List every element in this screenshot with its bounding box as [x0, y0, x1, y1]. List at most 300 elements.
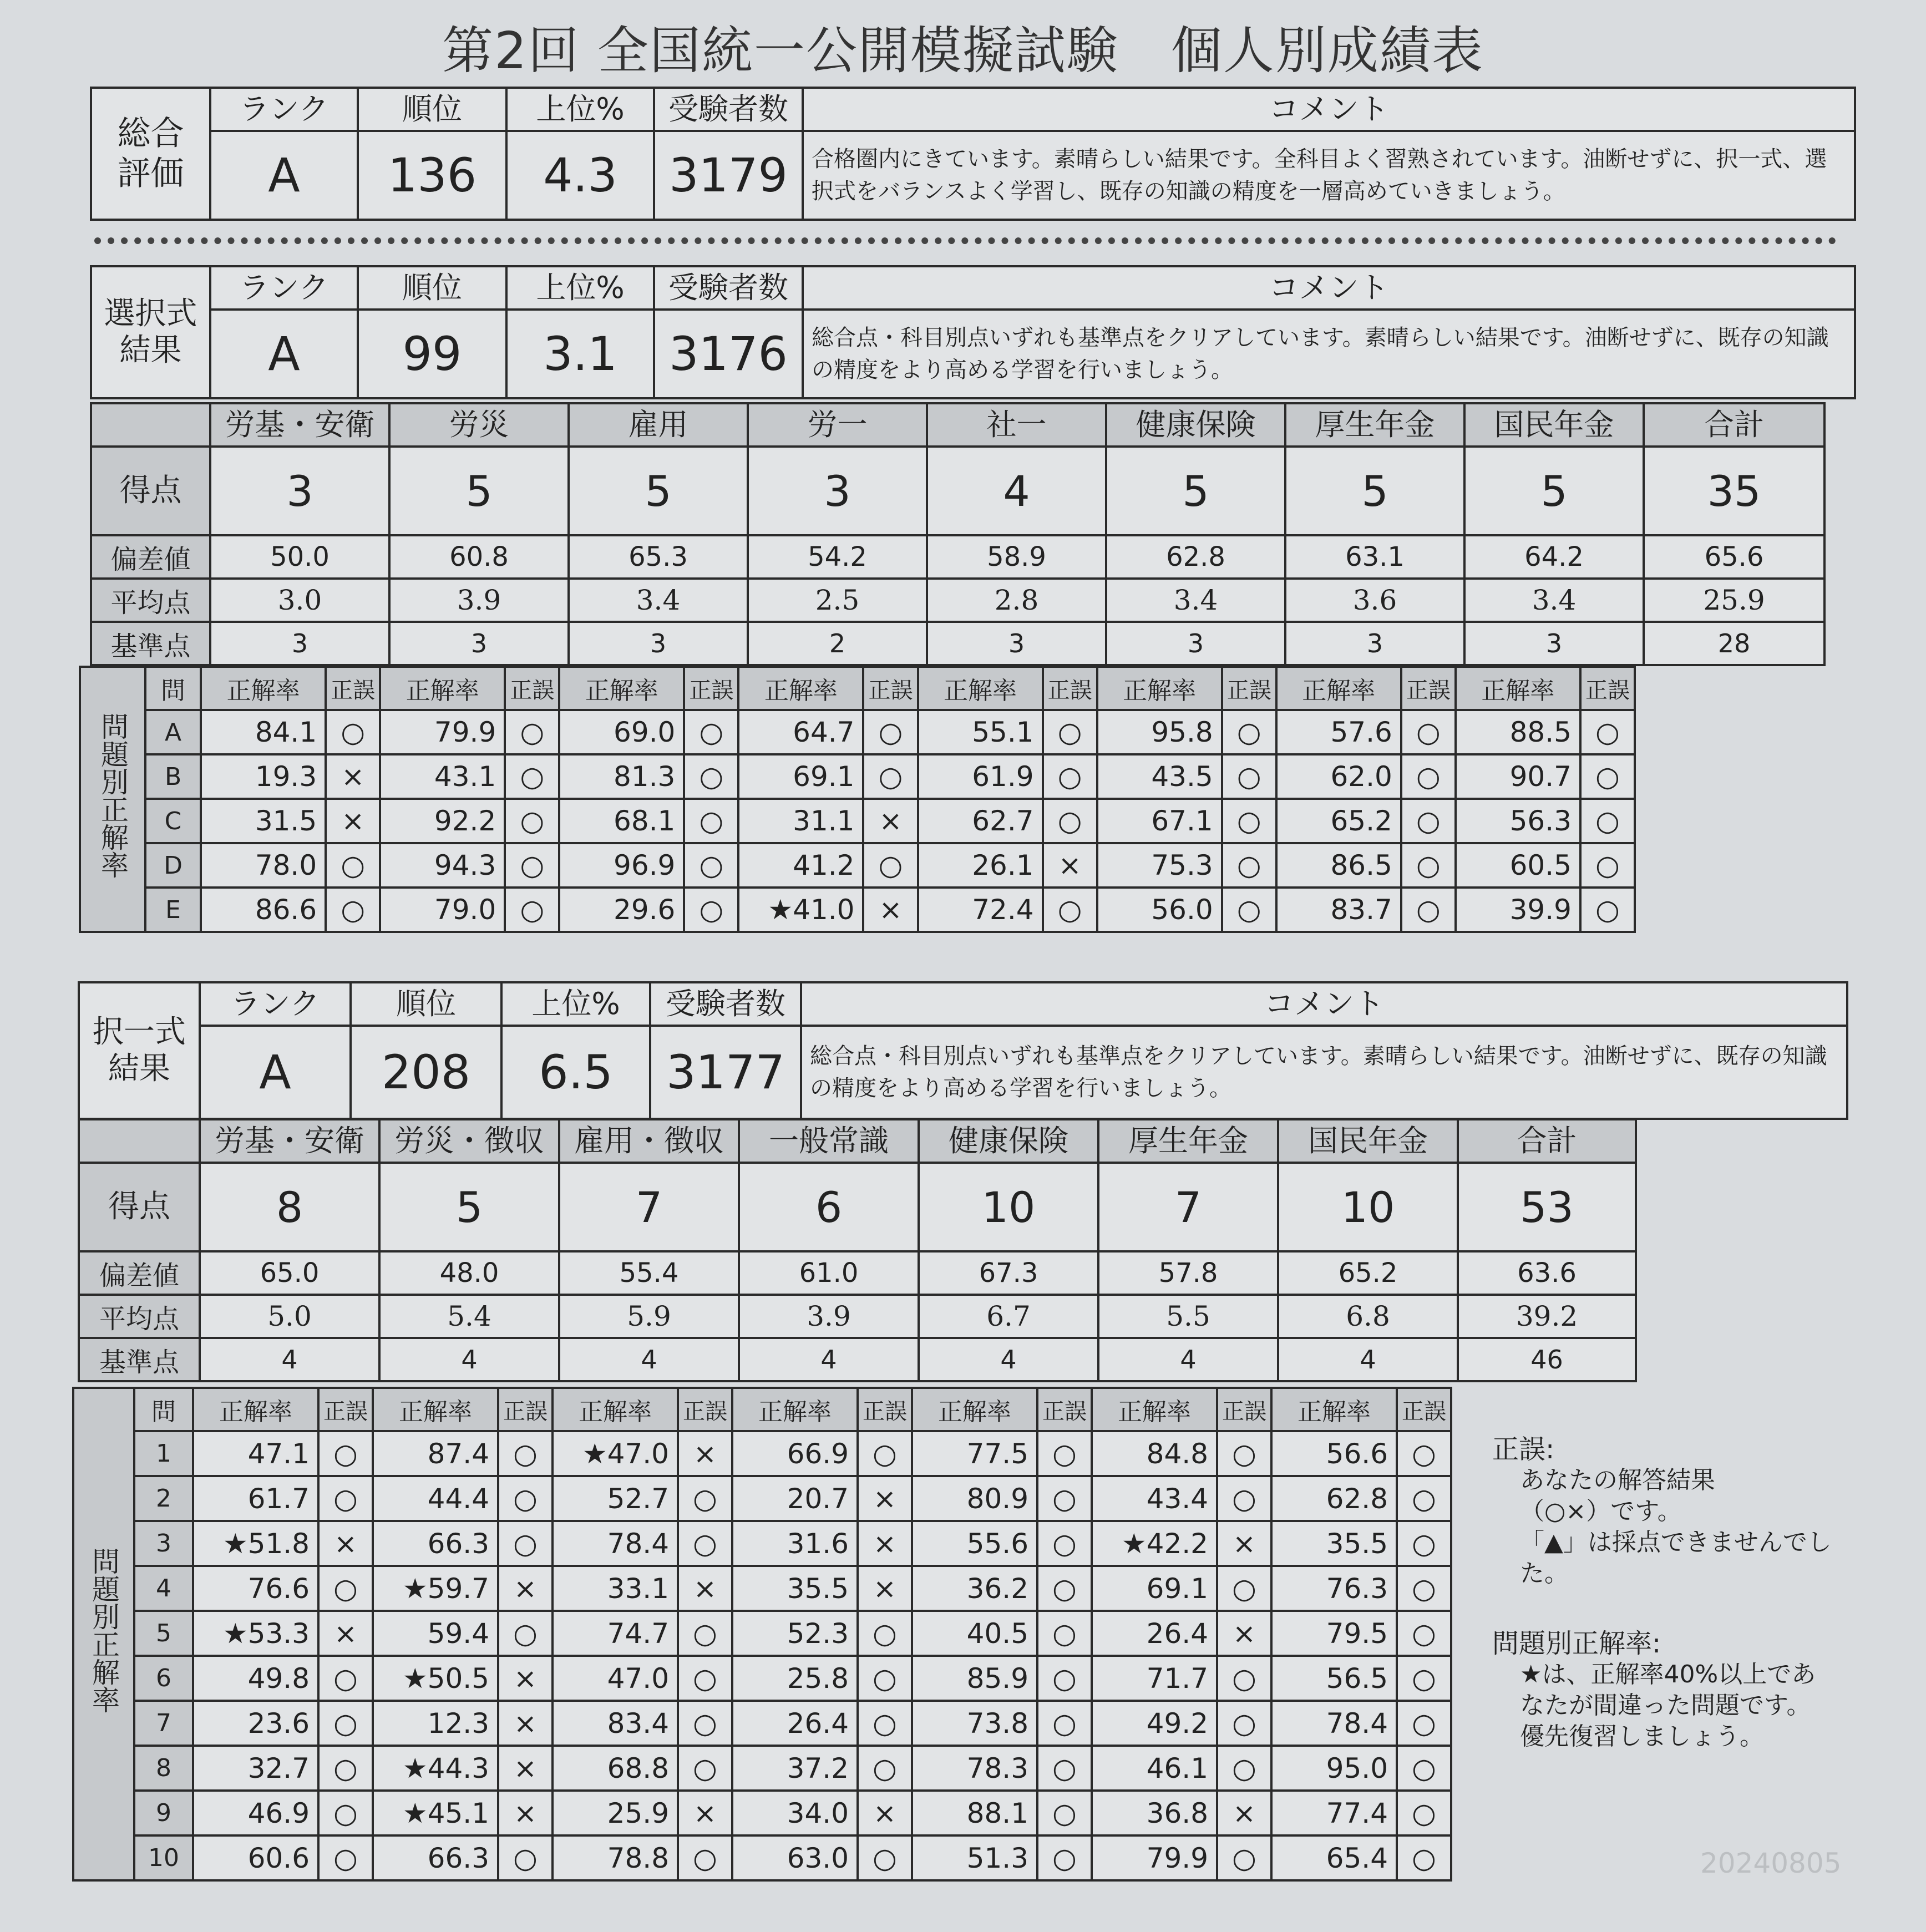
standard-cell: 4: [739, 1338, 919, 1381]
rate-cell: 46.9: [193, 1791, 318, 1835]
mark-header: 正誤: [505, 667, 559, 710]
question-number: 1: [134, 1431, 193, 1476]
subject-header: 社一: [927, 403, 1106, 447]
deviation-cell: 65.0: [200, 1251, 379, 1295]
mark-cell: ×: [1217, 1521, 1271, 1566]
rate-cell: 33.1: [553, 1566, 678, 1611]
rate-header: 正解率: [738, 667, 863, 710]
rate-cell: 49.8: [193, 1656, 318, 1701]
subject-header: 一般常識: [739, 1119, 919, 1163]
mark-cell: ×: [498, 1656, 553, 1701]
mark-cell: ○: [1397, 1566, 1451, 1611]
multiple-rates-table: [72, 1387, 1452, 1882]
subject-header: 労災: [389, 403, 569, 447]
rate-cell: 25.9: [553, 1791, 678, 1835]
mark-cell: ○: [1580, 888, 1635, 932]
subject-header: 労基・安衛: [200, 1119, 379, 1163]
mark-cell: ×: [858, 1791, 912, 1835]
subject-header: 国民年金: [1464, 403, 1644, 447]
subject-header: 労基・安衛: [210, 403, 389, 447]
rate-cell: 37.2: [732, 1746, 858, 1791]
mark-header: 正誤: [863, 667, 918, 710]
legend-rate-line: ★は、正解率40%以上であ: [1520, 1660, 1816, 1688]
mark-cell: ○: [318, 1791, 373, 1835]
rank-header: ランク: [210, 88, 358, 131]
multiple-summary-table: [78, 981, 1848, 1120]
score-total: 35: [1644, 447, 1824, 535]
mark-cell: ○: [505, 888, 559, 932]
mark-cell: ○: [498, 1835, 553, 1880]
corner-cell: [91, 403, 210, 447]
subject-header: 雇用: [569, 403, 748, 447]
subject-header: 国民年金: [1278, 1119, 1458, 1163]
mark-cell: ×: [1217, 1611, 1271, 1656]
rate-cell: 77.5: [912, 1431, 1037, 1476]
selection-comment: 総合点・科目別点いずれも基準点をクリアしています。素晴らしい結果です。油断せずに、既存の知識の精度をより高める学習を行いましょう。: [803, 310, 1855, 398]
rate-cell: 79.9: [380, 710, 505, 754]
rate-cell: 55.6: [912, 1521, 1037, 1566]
rate-cell: 83.7: [1276, 888, 1401, 932]
multiple-position: 208: [351, 1026, 501, 1119]
standard-cell: 3: [1106, 622, 1285, 665]
rate-cell: 61.7: [193, 1476, 318, 1521]
rate-cell: 72.4: [918, 888, 1043, 932]
deviation-cell: 65.3: [569, 535, 748, 579]
mark-cell: ×: [318, 1611, 373, 1656]
score-row-label: 得点: [79, 1163, 200, 1251]
subject-header: 労一: [748, 403, 927, 447]
position-header: 順位: [358, 266, 506, 310]
rate-cell: 94.3: [380, 843, 505, 888]
standard-total: 28: [1644, 622, 1824, 665]
mark-cell: ○: [1580, 754, 1635, 799]
rate-cell: 81.3: [559, 754, 684, 799]
average-cell: 3.6: [1285, 579, 1464, 622]
mark-cell: ○: [1037, 1656, 1092, 1701]
rate-cell: 64.7: [738, 710, 863, 754]
average-cell: 3.4: [1464, 579, 1644, 622]
mark-cell: ×: [1217, 1791, 1271, 1835]
rate-header: 正解率: [918, 667, 1043, 710]
rate-cell: 47.0: [553, 1656, 678, 1701]
mark-cell: ○: [505, 754, 559, 799]
rate-cell: ★51.8: [193, 1521, 318, 1566]
mark-header: 正誤: [858, 1388, 912, 1431]
mark-cell: ○: [505, 710, 559, 754]
mark-header: 正誤: [1217, 1388, 1271, 1431]
deviation-cell: 57.8: [1098, 1251, 1278, 1295]
mark-cell: ○: [1222, 710, 1276, 754]
comment-header: コメント: [801, 982, 1847, 1026]
mark-cell: ○: [1222, 799, 1276, 843]
mark-cell: ○: [1397, 1835, 1451, 1880]
mark-cell: ×: [858, 1521, 912, 1566]
score-total: 53: [1458, 1163, 1636, 1251]
mark-cell: ○: [1217, 1476, 1271, 1521]
mark-cell: ○: [1037, 1566, 1092, 1611]
rate-cell: ★50.5: [373, 1656, 498, 1701]
mark-cell: ×: [326, 799, 380, 843]
position-header: 順位: [351, 982, 501, 1026]
average-cell: 3.9: [739, 1295, 919, 1338]
multiple-examinees: 3177: [650, 1026, 801, 1119]
mark-cell: ×: [318, 1521, 373, 1566]
rate-cell: 20.7: [732, 1476, 858, 1521]
mark-cell: ○: [858, 1701, 912, 1746]
rate-header: 正解率: [1092, 1388, 1217, 1431]
question-number: 3: [134, 1521, 193, 1566]
average-cell: 6.7: [919, 1295, 1098, 1338]
question-header: 問: [134, 1388, 193, 1431]
rate-cell: ★42.2: [1092, 1521, 1217, 1566]
question-number: 6: [134, 1656, 193, 1701]
mark-cell: ○: [1037, 1476, 1092, 1521]
by-question-label-text: 問題別正解率: [97, 712, 129, 879]
mark-cell: ○: [858, 1431, 912, 1476]
rate-cell: 78.3: [912, 1746, 1037, 1791]
score-cell: 7: [559, 1163, 739, 1251]
rate-cell: 62.8: [1271, 1476, 1397, 1521]
mark-cell: ○: [1217, 1835, 1271, 1880]
score-cell: 10: [1278, 1163, 1458, 1251]
subject-header: 健康保険: [919, 1119, 1098, 1163]
rate-cell: 35.5: [732, 1566, 858, 1611]
date-stamp: 20240805: [1700, 1847, 1842, 1879]
question-number: E: [145, 888, 201, 932]
deviation-cell: 64.2: [1464, 535, 1644, 579]
rate-cell: 96.9: [559, 843, 684, 888]
average-total: 39.2: [1458, 1295, 1636, 1338]
mark-cell: ×: [678, 1566, 732, 1611]
average-total: 25.9: [1644, 579, 1824, 622]
score-cell: 5: [569, 447, 748, 535]
score-cell: 3: [210, 447, 389, 535]
rate-header: 正解率: [1276, 667, 1401, 710]
position-header: 順位: [358, 88, 506, 131]
rate-cell: 26.4: [732, 1701, 858, 1746]
mark-cell: ○: [858, 1611, 912, 1656]
mark-cell: ○: [1397, 1656, 1451, 1701]
deviation-cell: 54.2: [748, 535, 927, 579]
question-number: D: [145, 843, 201, 888]
deviation-cell: 65.2: [1278, 1251, 1458, 1295]
question-number: C: [145, 799, 201, 843]
rate-cell: 25.8: [732, 1656, 858, 1701]
standard-cell: 3: [569, 622, 748, 665]
rate-cell: ★41.0: [738, 888, 863, 932]
rate-cell: 49.2: [1092, 1701, 1217, 1746]
rate-cell: 76.3: [1271, 1566, 1397, 1611]
mark-header: 正誤: [1222, 667, 1276, 710]
multiple-comment: 総合点・科目別点いずれも基準点をクリアしています。素晴らしい結果です。油断せずに、既存の知識の精度をより高める学習を行いましょう。: [801, 1026, 1847, 1119]
rate-cell: 36.2: [912, 1566, 1037, 1611]
rate-cell: 69.0: [559, 710, 684, 754]
selection-rank: A: [210, 310, 358, 398]
mark-cell: ○: [678, 1656, 732, 1701]
rate-cell: 12.3: [373, 1701, 498, 1746]
standard-cell: 4: [919, 1338, 1098, 1381]
mark-cell: ○: [1043, 754, 1097, 799]
rate-cell: 83.4: [553, 1701, 678, 1746]
subject-total-header: 合計: [1458, 1119, 1636, 1163]
rate-cell: 59.4: [373, 1611, 498, 1656]
mark-cell: ○: [863, 843, 918, 888]
rate-cell: ★59.7: [373, 1566, 498, 1611]
mark-cell: ○: [678, 1521, 732, 1566]
overall-examinees: 3179: [654, 131, 803, 220]
mark-cell: ○: [1037, 1611, 1092, 1656]
rate-cell: ★44.3: [373, 1746, 498, 1791]
subject-header: 雇用・徴収: [559, 1119, 739, 1163]
rate-cell: 46.1: [1092, 1746, 1217, 1791]
mark-cell: ×: [498, 1791, 553, 1835]
question-number: 4: [134, 1566, 193, 1611]
rate-cell: ★53.3: [193, 1611, 318, 1656]
standard-cell: 2: [748, 622, 927, 665]
top-percent-header: 上位%: [501, 982, 650, 1026]
mark-cell: ○: [318, 1835, 373, 1880]
rate-cell: 31.5: [201, 799, 326, 843]
rate-cell: 56.0: [1097, 888, 1222, 932]
rate-header: 正解率: [373, 1388, 498, 1431]
score-cell: 10: [919, 1163, 1098, 1251]
average-cell: 5.5: [1098, 1295, 1278, 1338]
mark-cell: ○: [863, 710, 918, 754]
mark-cell: ○: [1580, 843, 1635, 888]
mark-cell: ○: [678, 1611, 732, 1656]
selection-summary-table: [90, 265, 1856, 399]
legend-mark-line: た。: [1520, 1559, 1569, 1588]
mark-cell: ○: [1222, 843, 1276, 888]
standard-cell: 3: [927, 622, 1106, 665]
rate-cell: 75.3: [1097, 843, 1222, 888]
legend-mark-line: 「▲」は採点できませんでし: [1520, 1528, 1832, 1556]
mark-cell: ○: [684, 754, 738, 799]
rate-header: 正解率: [193, 1388, 318, 1431]
multiple-scores-table: [78, 1118, 1637, 1382]
mark-cell: ○: [1401, 799, 1456, 843]
mark-cell: ○: [684, 888, 738, 932]
mark-cell: ○: [326, 843, 380, 888]
score-row-label: 得点: [91, 447, 210, 535]
question-number: B: [145, 754, 201, 799]
mark-cell: ○: [858, 1835, 912, 1880]
mark-header: 正誤: [1401, 667, 1456, 710]
mark-cell: ○: [1217, 1566, 1271, 1611]
standard-cell: 4: [559, 1338, 739, 1381]
rate-header: 正解率: [201, 667, 326, 710]
mark-header: 正誤: [678, 1388, 732, 1431]
question-number: 5: [134, 1611, 193, 1656]
mark-cell: ○: [684, 799, 738, 843]
rate-cell: 79.0: [380, 888, 505, 932]
overall-summary-table: [90, 87, 1856, 221]
overall-rank: A: [210, 131, 358, 220]
mark-cell: ○: [318, 1476, 373, 1521]
mark-header: 正誤: [1397, 1388, 1451, 1431]
legend-mark-line: （○×）です。: [1520, 1497, 1682, 1525]
rate-cell: 56.3: [1456, 799, 1580, 843]
average-row-label: 平均点: [91, 579, 210, 622]
mark-cell: ○: [1217, 1701, 1271, 1746]
mark-cell: ○: [1217, 1656, 1271, 1701]
mark-cell: ○: [684, 710, 738, 754]
rate-cell: 31.6: [732, 1521, 858, 1566]
mark-cell: ○: [326, 710, 380, 754]
rate-cell: 71.7: [1092, 1656, 1217, 1701]
rate-cell: 34.0: [732, 1791, 858, 1835]
mark-cell: ○: [505, 843, 559, 888]
mark-cell: ○: [1401, 710, 1456, 754]
rate-cell: 88.1: [912, 1791, 1037, 1835]
rate-cell: 39.9: [1456, 888, 1580, 932]
rate-cell: 76.6: [193, 1566, 318, 1611]
legend-rate-line: 優先復習しましょう。: [1520, 1722, 1764, 1751]
deviation-cell: 50.0: [210, 535, 389, 579]
selection-label: 選択式結果: [91, 266, 210, 398]
by-question-label: [80, 667, 145, 932]
score-cell: 4: [927, 447, 1106, 535]
average-row-label: 平均点: [79, 1295, 200, 1338]
rate-cell: 62.0: [1276, 754, 1401, 799]
rate-cell: 86.5: [1276, 843, 1401, 888]
mark-cell: ○: [678, 1476, 732, 1521]
rate-cell: 69.1: [1092, 1566, 1217, 1611]
rate-cell: 56.6: [1271, 1431, 1397, 1476]
subject-total-header: 合計: [1644, 403, 1824, 447]
mark-cell: ○: [858, 1656, 912, 1701]
rate-cell: 77.4: [1271, 1791, 1397, 1835]
by-question-label: [73, 1388, 134, 1880]
mark-cell: ○: [1397, 1476, 1451, 1521]
subject-header: 健康保険: [1106, 403, 1285, 447]
mark-cell: ×: [1043, 843, 1097, 888]
selection-top-percent: 3.1: [506, 310, 654, 398]
score-cell: 5: [1464, 447, 1644, 535]
rate-cell: 35.5: [1271, 1521, 1397, 1566]
mark-cell: ○: [1580, 799, 1635, 843]
rate-cell: 88.5: [1456, 710, 1580, 754]
examinees-header: 受験者数: [654, 88, 803, 131]
question-number: 8: [134, 1746, 193, 1791]
mark-cell: ○: [1037, 1701, 1092, 1746]
deviation-cell: 60.8: [389, 535, 569, 579]
deviation-cell: 48.0: [379, 1251, 559, 1295]
mark-cell: ○: [318, 1566, 373, 1611]
rate-cell: 79.9: [1092, 1835, 1217, 1880]
mark-cell: ○: [1037, 1431, 1092, 1476]
rate-header: 正解率: [380, 667, 505, 710]
rate-cell: 86.6: [201, 888, 326, 932]
rate-cell: 31.1: [738, 799, 863, 843]
average-cell: 2.5: [748, 579, 927, 622]
mark-cell: ○: [684, 843, 738, 888]
rate-cell: 78.0: [201, 843, 326, 888]
mark-cell: ○: [1222, 888, 1276, 932]
rate-cell: 47.1: [193, 1431, 318, 1476]
standard-cell: 4: [1278, 1338, 1458, 1381]
rate-header: 正解率: [553, 1388, 678, 1431]
rate-cell: 56.5: [1271, 1656, 1397, 1701]
mark-cell: ×: [678, 1431, 732, 1476]
overall-position: 136: [358, 131, 506, 220]
rate-cell: 19.3: [201, 754, 326, 799]
question-number: 10: [134, 1835, 193, 1880]
rate-cell: 68.1: [559, 799, 684, 843]
top-percent-header: 上位%: [506, 266, 654, 310]
mark-cell: ○: [678, 1701, 732, 1746]
mark-header: 正誤: [318, 1388, 373, 1431]
standard-cell: 3: [1285, 622, 1464, 665]
score-cell: 5: [389, 447, 569, 535]
rate-cell: 63.0: [732, 1835, 858, 1880]
rate-cell: 41.2: [738, 843, 863, 888]
rank-header: ランク: [210, 266, 358, 310]
mark-cell: ○: [1217, 1746, 1271, 1791]
rate-cell: 66.3: [373, 1521, 498, 1566]
rate-cell: 61.9: [918, 754, 1043, 799]
corner-cell: [79, 1119, 200, 1163]
mark-cell: ○: [1217, 1431, 1271, 1476]
deviation-cell: 63.1: [1285, 535, 1464, 579]
average-cell: 6.8: [1278, 1295, 1458, 1338]
by-question-label-text: 問題別正解率: [88, 1547, 120, 1713]
mark-cell: ○: [318, 1701, 373, 1746]
mark-header: 正誤: [1580, 667, 1635, 710]
deviation-cell: 58.9: [927, 535, 1106, 579]
deviation-row-label: 偏差値: [79, 1251, 200, 1295]
comment-header: コメント: [803, 266, 1855, 310]
rate-header: 正解率: [1456, 667, 1580, 710]
mark-cell: ○: [326, 888, 380, 932]
question-number: A: [145, 710, 201, 754]
mark-cell: ○: [1397, 1521, 1451, 1566]
average-cell: 5.4: [379, 1295, 559, 1338]
mark-cell: ○: [318, 1746, 373, 1791]
rate-cell: 84.1: [201, 710, 326, 754]
mark-cell: ×: [678, 1791, 732, 1835]
rate-cell: 95.0: [1271, 1746, 1397, 1791]
rate-cell: 66.3: [373, 1835, 498, 1880]
rate-cell: 66.9: [732, 1431, 858, 1476]
mark-header: 正誤: [498, 1388, 553, 1431]
rate-cell: 26.4: [1092, 1611, 1217, 1656]
score-cell: 8: [200, 1163, 379, 1251]
deviation-row-label: 偏差値: [91, 535, 210, 579]
rate-cell: 44.4: [373, 1476, 498, 1521]
mark-cell: ○: [318, 1656, 373, 1701]
overall-top-percent: 4.3: [506, 131, 654, 220]
deviation-cell: 55.4: [559, 1251, 739, 1295]
mark-cell: ○: [1222, 754, 1276, 799]
deviation-cell: 61.0: [739, 1251, 919, 1295]
average-cell: 3.9: [389, 579, 569, 622]
rate-header: 正解率: [732, 1388, 858, 1431]
top-percent-header: 上位%: [506, 88, 654, 131]
multiple-top-percent: 6.5: [501, 1026, 650, 1119]
standard-cell: 3: [210, 622, 389, 665]
mark-cell: ○: [1401, 754, 1456, 799]
mark-cell: ×: [326, 754, 380, 799]
mark-cell: ○: [498, 1431, 553, 1476]
mark-cell: ○: [1580, 710, 1635, 754]
legend-rate-title: 問題別正解率:: [1492, 1628, 1661, 1659]
average-cell: 2.8: [927, 579, 1106, 622]
average-cell: 3.0: [210, 579, 389, 622]
subject-header: 労災・徴収: [379, 1119, 559, 1163]
mark-cell: ○: [318, 1431, 373, 1476]
mark-cell: ×: [498, 1746, 553, 1791]
